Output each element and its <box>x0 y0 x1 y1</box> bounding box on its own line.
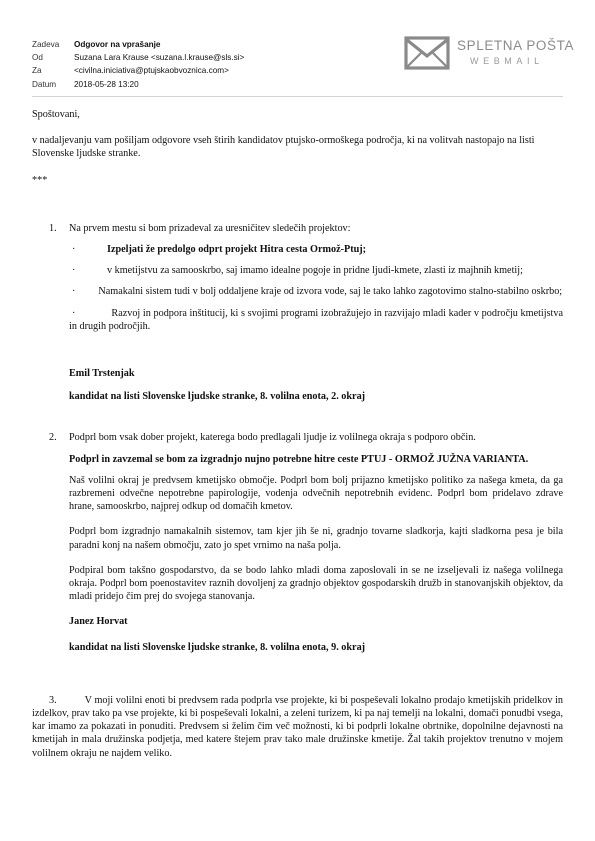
separator: *** <box>32 174 48 186</box>
list-item <box>69 243 563 256</box>
header-divider <box>32 96 563 97</box>
answer-number: 3. <box>49 694 57 706</box>
answer-paragraph: 3. V moji volilni enoti bi predvsem rada podprla vse projekte, ki bi pospeševali lokalno prodajo kmetijskih pridelkov in izdelkov, prav tako pa vse projekte, ki bi pospeševali lokalni, a zeleni turizem, ki pa naj temelji na lokalni, domači ponudbi vsega, kar imamo za pokazati in ponuditi. Predvsem si želim čim več možnosti, ki bi podprli lokalne obrtnike, dopolnilne dejavnosti na kmetijah in mala družinska podjetja, med katere štejem prav tako male družinske kmetije. Žal takih projektov trenutno v mojem volilnem okraju ne najdem veliko. <box>32 694 563 759</box>
subject-value: Odgovor na vprašanje <box>74 40 161 49</box>
bullet-icon: · <box>72 244 76 256</box>
bullet-icon: · <box>72 307 76 319</box>
bullet-text: · Razvoj in podpora inštitucij, ki s svojimi programi izobražujejo in razvijajo mladi kader v področju kmetijstva in drugih področjih. <box>69 307 563 332</box>
answer-paragraph: Naš volilni okraj je predvsem kmetijsko območje. Podprl bom bolj prijazno kmetijsko politiko za našega kmeta, da ga razbremeni odvečne nepotrebne papirologije, vodenja odvečnih nepotrebnih evidenc. Podprl bom pridelavo zdrave hrane, samooskrbo, najprej odkup od domačih kmetov. <box>69 474 563 513</box>
subject-label: Zadeva <box>32 40 60 49</box>
answer-lead: Podprl bom vsak dober projekt, katerega bodo predlagali ljudje iz volilnega okraja s podporo občin. <box>69 432 476 444</box>
date-value: 2018-05-28 13:20 <box>74 79 139 89</box>
answer-2 <box>32 431 563 653</box>
greeting: Spoštovani, <box>32 109 80 120</box>
date-label: Datum <box>32 79 57 89</box>
bullet-icon: · <box>72 265 76 277</box>
answer-paragraph: Podpiral bom takšno gospodarstvo, da se bodo lahko mladi doma zaposlovali in se ne izseljevali iz našega volilnega okraja. Podprl bom poenostavitev raznih dovoljenj za gradnjo objektov gospodarskih družb in stanovanjskih objektov, da mladi pridejo čim prej do svojega stanovanja. <box>69 564 563 603</box>
signature-role: kandidat na listi Slovenske ljudske stranke, 8. volilna enota, 9. okraj <box>69 641 366 653</box>
message-body <box>32 104 563 760</box>
list-item <box>69 264 563 277</box>
logo-subtitle: WEBMAIL <box>470 56 544 66</box>
answer-highlight: Podprl in zavzemal se bom za izgradnjo nujno potrebne hitre ceste PTUJ - ORMOŽ JUŽNA VARIANTA. <box>69 453 529 465</box>
logo-title: SPLETNA POŠTA <box>457 38 575 53</box>
list-item <box>69 285 563 298</box>
email-header <box>32 38 244 91</box>
bullet-text: v kmetijstvu za samooskrbo, saj imamo idealne pogoje in pridne ljudi-kmete, zlasti iz majhnih kmetij; <box>107 265 523 277</box>
bullet-icon: · <box>72 286 76 298</box>
answer-number: 1. <box>49 222 57 234</box>
date-row <box>32 78 244 91</box>
answer-paragraph: Podprl bom izgradnjo namakalnih sistemov, tam kjer jih še ni, gradnjo tovarne sladkorja, kajti sladkorna pesa je bila paradni konj na našem območju, zato jo spet vrnimo na naša polja. <box>69 526 563 551</box>
bullet-text: Izpeljati že predolgo odprt projekt Hitra cesta Ormož-Ptuj; <box>107 244 367 256</box>
intro-paragraph: v nadaljevanju vam pošiljam odgovore vseh štirih kandidatov ptujsko-ormoškega področja, ki na volitvah nastopajo na listi Slovenske ljudske stranke. <box>32 135 535 160</box>
subject-row <box>32 38 244 51</box>
to-value[interactable]: <civilna.iniciativa@ptujskaobvoznica.com> <box>74 66 229 76</box>
answer-1 <box>32 222 563 404</box>
from-row <box>32 51 244 64</box>
from-label: Od <box>32 53 43 63</box>
answer-3 <box>32 694 563 760</box>
to-row <box>32 64 244 77</box>
signature-name: Emil Trstenjak <box>69 368 135 380</box>
webmail-logo <box>404 36 575 72</box>
from-value[interactable]: Suzana Lara Krause <suzana.l.krause@sls.si> <box>74 53 245 63</box>
answer-lead: Na prvem mestu si bom prizadeval za uresničitev sledečih projektov: <box>69 222 351 234</box>
envelope-icon <box>404 36 450 70</box>
list-item <box>69 307 563 333</box>
answer-number: 2. <box>49 432 57 444</box>
signature-name: Janez Horvat <box>69 616 128 628</box>
to-label: Za <box>32 66 42 76</box>
signature-role: kandidat na listi Slovenske ljudske stranke, 8. volilna enota, 2. okraj <box>69 391 366 403</box>
bullet-text: · Namakalni sistem tudi v bolj oddaljene kraje od izvora vode, saj le tako lahko zagotovimo stalno-stabilno oskrbo; <box>72 286 563 298</box>
